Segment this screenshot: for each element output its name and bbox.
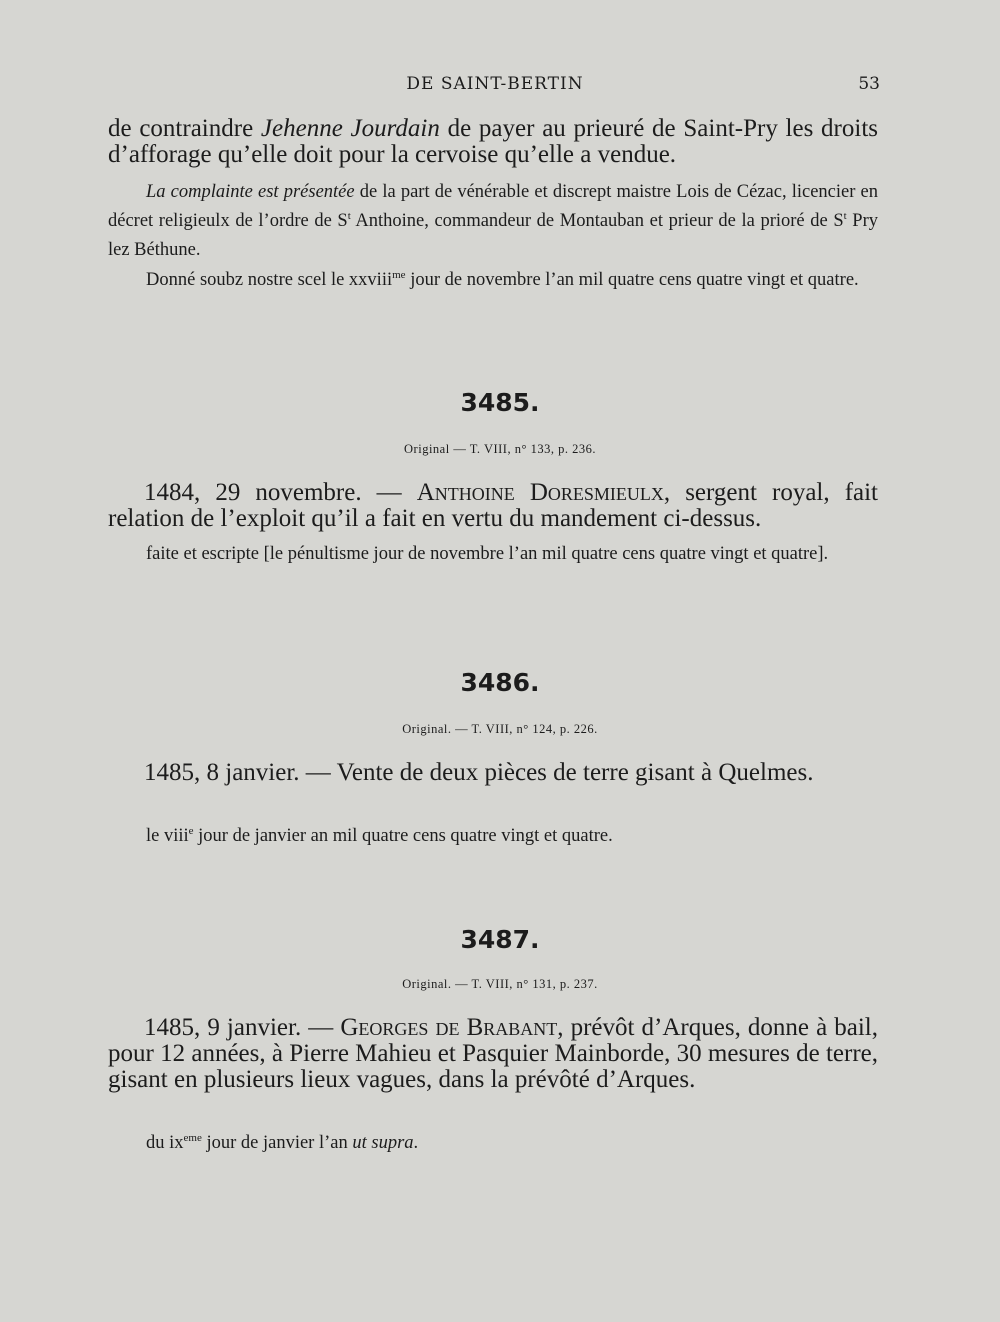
- quote-text: Pry lez Béthune.: [108, 211, 878, 260]
- entry-date: 1484, 29 novembre. —: [144, 479, 417, 506]
- quote-paragraph: [108, 178, 878, 265]
- quote-paragraph: faite et escripte [le pénultisme jour de novembre l’an mil quatre cens quatre vingt et quatre].: [146, 544, 829, 564]
- running-head-title: DE SAINT-BERTIN: [406, 74, 584, 94]
- entry-summary: [108, 1015, 878, 1093]
- quote-text: jour de janvier l’an: [201, 1133, 353, 1153]
- source-reference: Original. — T. VIII, n° 131, p. 237.: [402, 977, 598, 991]
- superscript: eme: [183, 1131, 202, 1144]
- entry-quote: [108, 822, 878, 851]
- superscript: e: [188, 824, 194, 837]
- entry-quote: [108, 1129, 878, 1158]
- quote-text: du ix: [146, 1133, 184, 1153]
- quote-text: le viii: [146, 826, 189, 846]
- italic-phrase: ut supra: [352, 1133, 414, 1153]
- entry-date: 1485, 8 janvier. —: [144, 759, 337, 786]
- summary-text: , sergent royal, fait relation de l’exploit qu’il a fait en vertu du mandement ci-dessus.: [108, 479, 879, 532]
- entry-summary: [108, 480, 878, 532]
- page-number: 53: [858, 74, 880, 94]
- entry-summary: [108, 760, 878, 786]
- summary-text: de payer au prieuré de Saint-Pry les droits d’afforage qu’elle doit pour la cervoise qu’elle a vendue.: [108, 115, 878, 168]
- summary-text: Vente de deux pièces de terre gisant à Quelmes.: [336, 759, 814, 786]
- quote-text: Donné soubz nostre scel le xxviii: [146, 270, 393, 290]
- quote-paragraph: [108, 266, 878, 295]
- summary-text: de contraindre: [108, 115, 261, 142]
- superscript: t: [843, 209, 847, 222]
- quote-paragraph: [108, 1129, 878, 1158]
- italic-phrase: La complainte est présentée: [146, 182, 355, 202]
- entry-number: 3487.: [460, 925, 540, 954]
- entry-date: 1485, 9 janvier. —: [144, 1014, 341, 1041]
- entry-quote: [108, 540, 878, 569]
- entry-number: 3486.: [460, 668, 540, 697]
- quote-text: jour de janvier an mil quatre cens quatre vingt et quatre.: [193, 826, 613, 846]
- summary-text: , prévôt d’Arques, donne à bail, pour 12 années, à Pierre Mahieu et Pasquier Mainborde, 30 mesures de terre, gisant en plusieurs lieux vagues, dans la prévôté d’Arques.: [108, 1014, 879, 1093]
- quote-text: de la part de vénérable et discrept maistre Lois de Cézac, licencier en décret religieulx de l’ordre de S: [108, 182, 878, 231]
- entry-number: 3485.: [460, 388, 540, 417]
- person-name: Georges de Brabant: [340, 1014, 558, 1041]
- person-name: Jehenne Jourdain: [260, 115, 440, 142]
- superscript: me: [392, 268, 406, 281]
- running-head: [110, 74, 880, 100]
- continuation-quote: [108, 178, 878, 295]
- source-reference: Original — T. VIII, n° 133, p. 236.: [404, 442, 596, 456]
- source-reference: Original. — T. VIII, n° 124, p. 226.: [402, 722, 598, 736]
- person-name: Anthoine Doresmieulx: [416, 479, 664, 506]
- quote-text: jour de novembre l’an mil quatre cens quatre vingt et quatre.: [405, 270, 859, 290]
- superscript: t: [347, 209, 351, 222]
- continuation-summary: [108, 116, 878, 168]
- quote-text: Anthoine, commandeur de Montauban et prieur de la prioré de S: [350, 211, 844, 231]
- quote-text: .: [413, 1133, 419, 1153]
- quote-paragraph: [108, 822, 878, 851]
